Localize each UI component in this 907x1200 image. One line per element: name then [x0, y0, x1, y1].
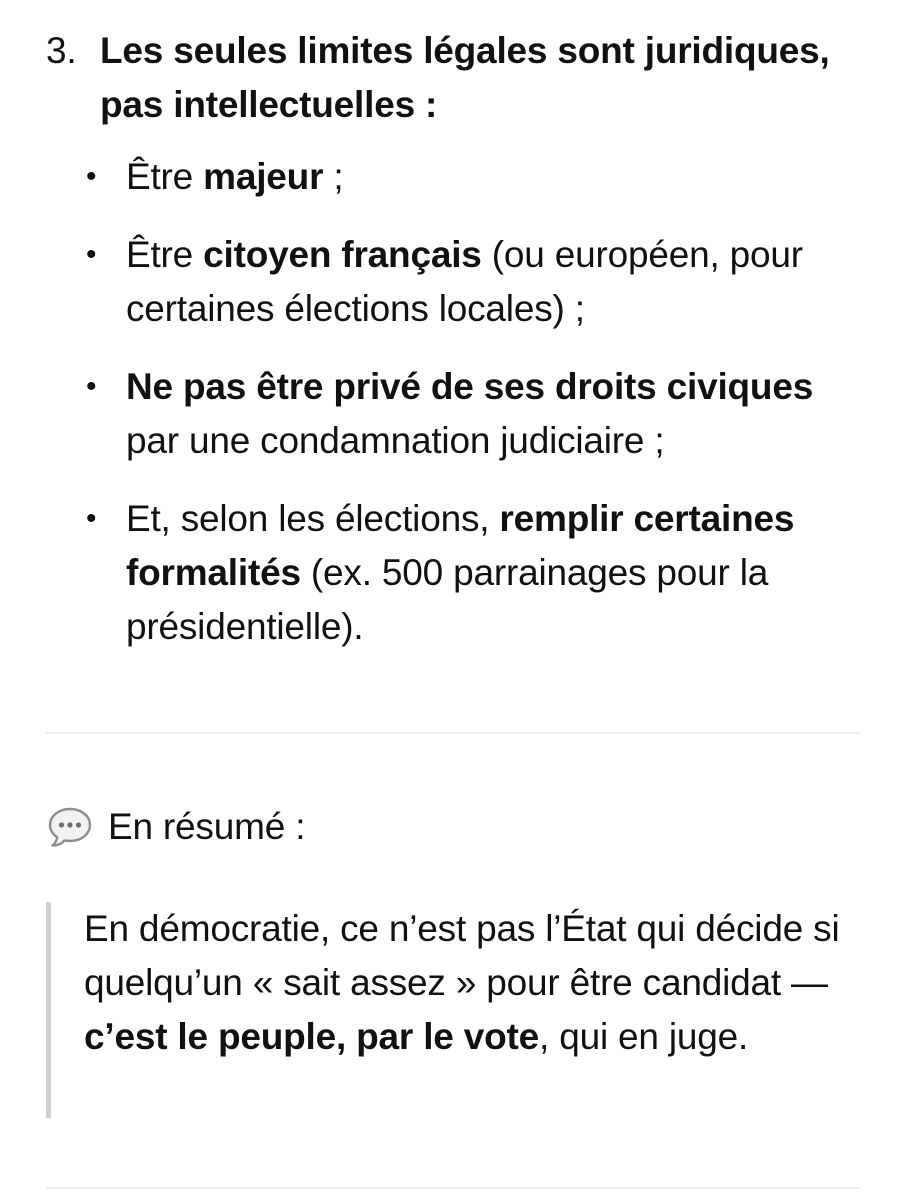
bullet-bold-segment: citoyen français	[203, 234, 482, 275]
summary-heading	[46, 800, 305, 854]
bullet-marker: •	[86, 160, 97, 193]
bullet-text	[126, 366, 813, 461]
section-divider	[46, 732, 860, 734]
speech-bubble-icon	[46, 803, 94, 851]
summary-quote	[46, 902, 846, 1118]
bullet-marker: •	[86, 238, 97, 271]
bullet-text-segment: ;	[323, 156, 344, 197]
bullet-item	[86, 492, 866, 654]
list-item-heading: Les seules limites légales sont juridiques, pas intellectuelles :	[100, 30, 830, 125]
bullet-text	[126, 234, 803, 329]
bullet-item	[86, 150, 866, 204]
quote-text-segment: , qui en juge.	[539, 1016, 749, 1057]
bullet-text	[126, 156, 343, 197]
bullet-marker: •	[86, 370, 97, 403]
bullet-item	[86, 360, 866, 468]
section-divider	[46, 1187, 860, 1189]
bullet-text-segment: (ex. 500 parrainages pour la présidentielle).	[126, 552, 769, 647]
bullet-text-segment: (ou européen, pour certaines élections locales) ;	[126, 234, 803, 329]
bullet-list	[86, 150, 866, 678]
bullet-text-segment: Être	[126, 156, 204, 197]
bullet-bold-segment: Ne pas être privé de ses droits civiques	[126, 366, 814, 407]
bullet-marker: •	[86, 502, 97, 535]
bullet-text-segment: Et, selon les élections,	[126, 498, 500, 539]
list-number: 3.	[46, 30, 77, 71]
bullet-bold-segment: remplir certaines formalités	[126, 498, 795, 593]
quote-text-segment: En démocratie, ce n’est pas l’État qui décide si quelqu’un « sait assez » pour être candidat —	[84, 908, 840, 1003]
bullet-bold-segment: majeur	[203, 156, 324, 197]
bullet-text-segment: par une condamnation judiciaire ;	[126, 420, 665, 461]
bullet-text-segment: Être	[126, 234, 204, 275]
bullet-item	[86, 228, 866, 336]
bullet-text	[126, 498, 794, 647]
summary-label: En résumé :	[108, 806, 306, 847]
quote-bold-segment: c’est le peuple, par le vote	[84, 1016, 540, 1057]
